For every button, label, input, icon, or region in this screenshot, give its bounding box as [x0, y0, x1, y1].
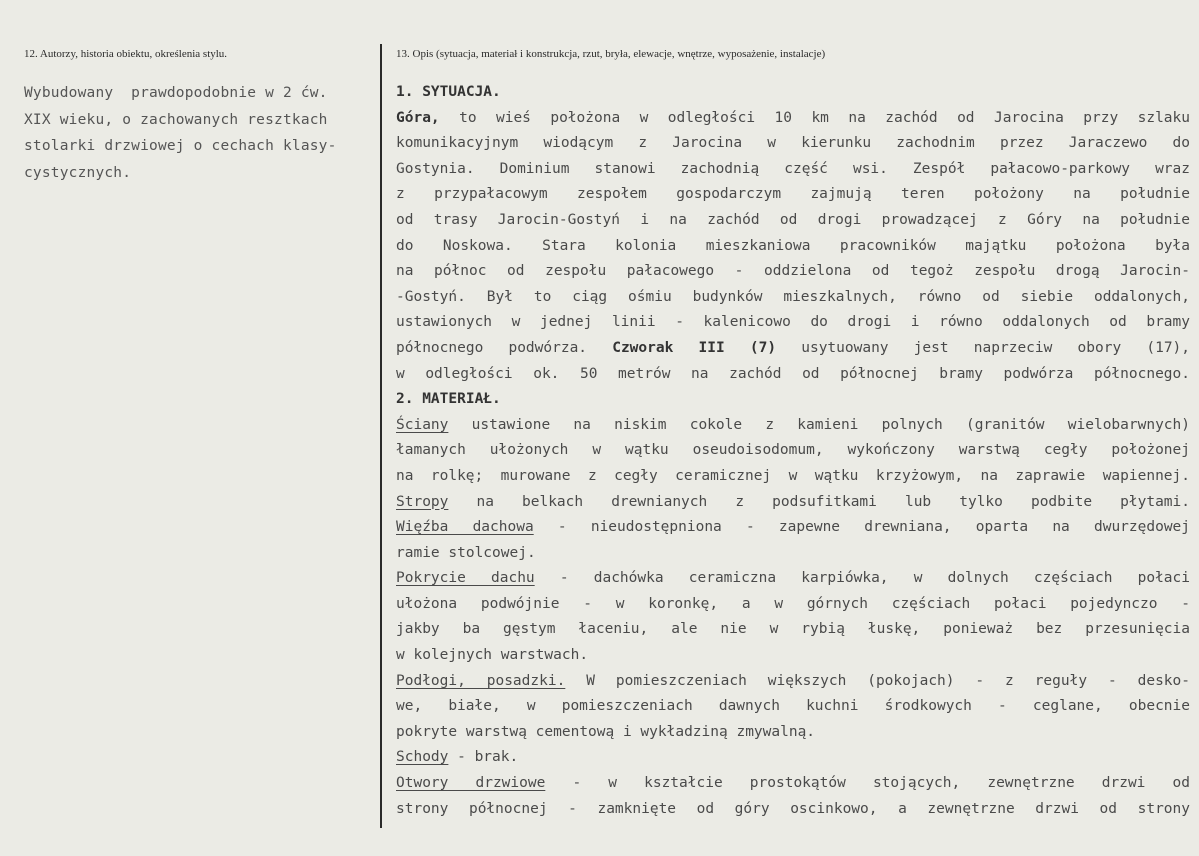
description-body — [396, 80, 1190, 822]
text-line — [396, 413, 1190, 439]
text-span: to wieś położona w odległości 10 km na zachód od Jarocina przy szlaku — [439, 109, 1190, 126]
text-line — [396, 566, 1190, 592]
column-divider — [380, 44, 382, 828]
text-line — [396, 106, 1190, 132]
building-name: Czworak III (7) — [612, 339, 777, 356]
label-door-openings: Otwory drzwiowe — [396, 775, 546, 792]
text-line: na północ od zespołu pałacowego - oddzielona od tegoż zespołu drogą Jarocin- — [396, 263, 1190, 280]
text-span: - nieudostępniona - zapewne drewniana, oparta na dwurzędowej — [533, 519, 1191, 536]
section-title-situation: 1. SYTUACJA. — [396, 84, 501, 100]
text-line: pokryte warstwą cementową i wykładziną zmywalną. — [396, 723, 816, 740]
text-line — [396, 669, 1190, 695]
text-span: usytuowany jest naprzeciw obory (17), — [776, 339, 1191, 356]
place-name: Góra, — [396, 109, 440, 126]
label-roofing: Pokrycie dachu — [396, 570, 535, 587]
text-line: ramie stolcowej. — [396, 544, 536, 561]
authors-history-text: Wybudowany prawdopodobnie w 2 ćw. XIX wieku, o zachowanych resztkach stolarki drzwiowej o cechach klasy- cystycznych. — [24, 85, 337, 181]
text-line: jakby ba gęstym łaceniu, ale nie w rybią łuskę, ponieważ bez przesunięcia — [396, 621, 1190, 638]
text-line: ustawionych w jednej linii - kalenicowo do drogi i równo oddalonych od bramy — [396, 314, 1190, 331]
text-line: w kolejnych warstwach. — [396, 647, 589, 664]
text-line: Gostynia. Dominium stanowi zachodnią część wsi. Zespół pałacowo-parkowy wraz — [396, 160, 1190, 177]
text-line: w odległości ok. 50 metrów na zachód od północnej bramy podwórza północnego. — [396, 365, 1190, 382]
text-span: - w kształcie prostokątów stojących, zewnętrzne drzwi od — [545, 775, 1190, 792]
label-ceilings: Stropy — [396, 493, 449, 510]
text-span: - brak. — [448, 749, 519, 766]
text-line — [396, 745, 1190, 771]
right-column-header: 13. Opis (sytuacja, materiał i konstrukcja, rzut, bryła, elewacje, wnętrze, wyposażenie, instalacje) — [396, 48, 826, 60]
text-span: - dachówka ceramiczna karpiówka, w dolnych częściach połaci — [534, 570, 1190, 587]
text-line: na rolkę; murowane z cegły ceramicznej w wątku krzyżowym, na zaprawie wapiennej. — [396, 467, 1190, 484]
text-line: -Gostyń. Był to ciąg ośmiu budynków mieszkalnych, równo od siebie oddalonych, — [396, 288, 1190, 305]
text-line — [396, 771, 1190, 797]
text-span: północnego podwórza. — [396, 339, 613, 356]
text-line: łamanych ułożonych w wątku oseudoisodomum, wykończony warstwą cegły położonej — [396, 442, 1190, 459]
text-line: do Noskowa. Stara kolonia mieszkaniowa pracowników majątku położona była — [396, 237, 1190, 254]
text-line — [396, 336, 1190, 362]
text-line: we, białe, w pomieszczeniach dawnych kuchni środkowych - ceglane, obecnie — [396, 698, 1190, 715]
left-column-header: 12. Autorzy, historia obiektu, określenia stylu. — [24, 48, 228, 60]
label-stairs: Schody — [396, 749, 449, 766]
text-span: na belkach drewnianych z podsufitkami lub tylko podbite płytami. — [448, 493, 1190, 510]
section-title-material: 2. MATERIAŁ. — [396, 391, 501, 408]
text-span: ustawione na niskim cokole z kamieni polnych (granitów wielobarwnych) — [448, 416, 1190, 433]
label-roof-truss: Więźba dachowa — [396, 519, 534, 536]
text-line: strony północnej - zamknięte od góry oscinkowo, a zewnętrzne drzwi od strony — [396, 800, 1190, 817]
label-floors: Podłogi, posadzki. — [396, 672, 566, 689]
text-span: W pomieszczeniach większych (pokojach) - z reguły - desko- — [565, 672, 1190, 689]
text-line — [396, 490, 1190, 516]
text-line: ułożona podwójnie - w koronkę, a w górnych częściach połaci pojedynczo - — [396, 595, 1190, 612]
label-walls: Ściany — [396, 416, 449, 433]
text-line: od trasy Jarocin-Gostyń i na zachód od drogi prowadzącej z Góry na południe — [396, 211, 1190, 228]
text-line: komunikacyjnym wiodącym z Jarocina w kierunku zachodnim przez Jaraczewo do — [396, 135, 1190, 152]
text-line: z przypałacowym zespołem gospodarczym zajmują teren położony na południe — [396, 186, 1190, 203]
text-line — [396, 515, 1190, 541]
